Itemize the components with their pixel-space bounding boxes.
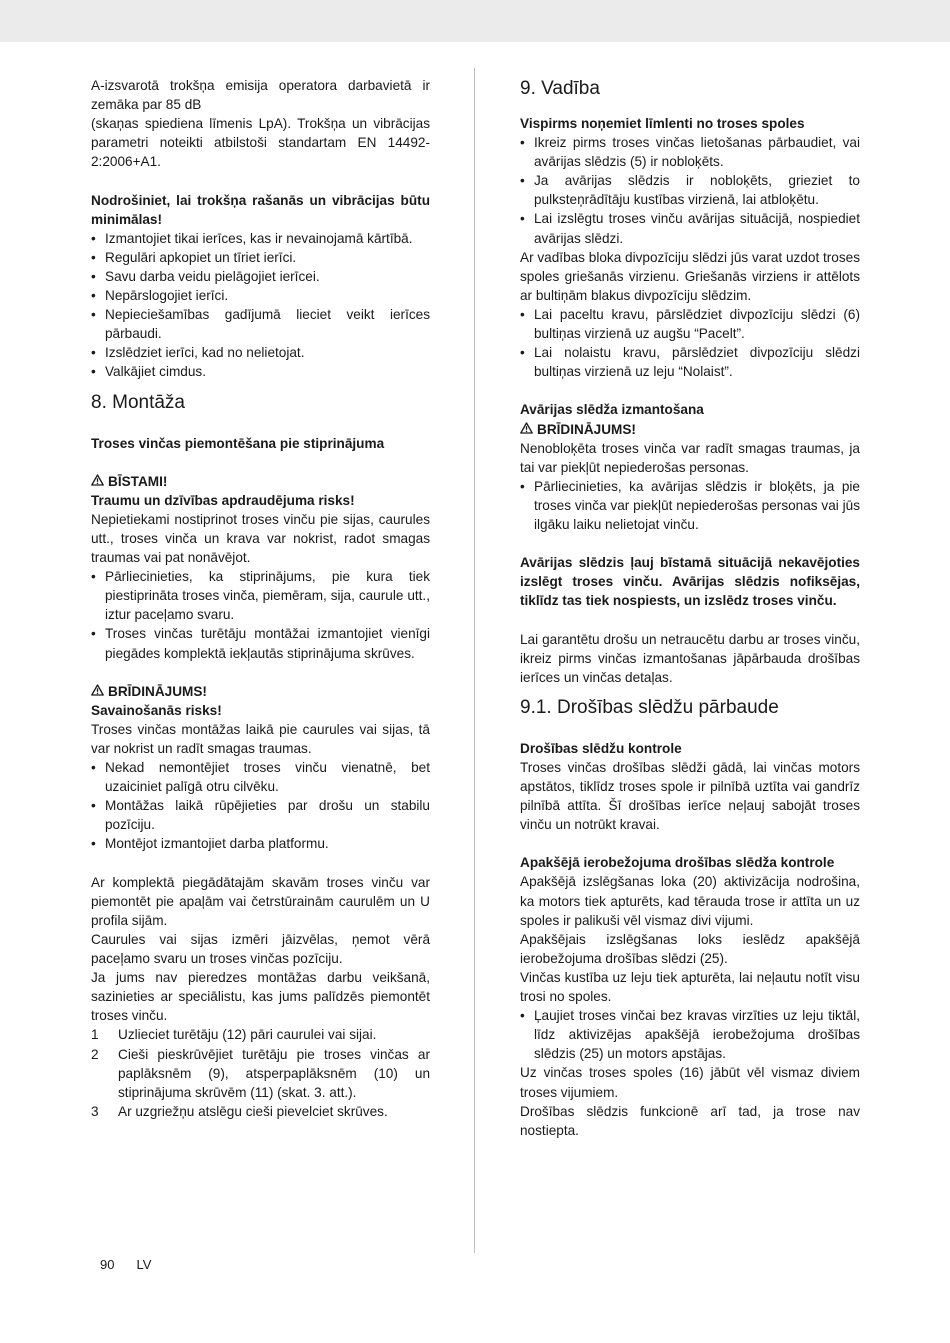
ensure-heading: Nodrošiniet, lai trokšņa rašanās un vibrācijas būtu minimālas! <box>91 192 430 227</box>
warning-subtitle: Savainošanās risks! <box>91 702 222 718</box>
lower-paragraph-1: Apakšējā izslēgšanas loka (20) aktivizācija nodrošina, ka motors tiek apturēts, kad tērauda trose ir attīta un uz spoles ir palikuši vēl vismaz divi vijumi. <box>520 874 860 928</box>
danger-list <box>91 567 430 662</box>
emergency-warning-line <box>520 420 860 439</box>
mount-subheading: Troses vinčas piemontēšana pie stiprinājuma <box>91 435 385 451</box>
warning-text: Troses vinčas montāžas laikā pie caurules vai sijas, tā var nokrist un radīt smagas traumas. <box>91 721 430 756</box>
list-item: • Troses vinčas turētāju montāžai izmantojiet vienīgi piegādes komplektā iekļautās stiprinājuma skrūves. <box>91 624 430 662</box>
emergency-text: Nenobloķēta troses vinča var radīt smagas traumas, ja tai var piekļūt nepiederošas personas. <box>520 440 860 475</box>
clamp-paragraph-1: Ar komplektā piegādātajām skavām troses vinču var piemontēt pie apaļām vai četrstūrainām caurulēm un U profila sijām. <box>91 874 430 928</box>
page-footer <box>100 1257 173 1272</box>
list-item: • Ja avārijas slēdzis ir nobloķēts, grieziet to pulksteņrādītāju kustības virzienā, lai atbloķētu. <box>520 171 860 209</box>
list-item: • Izmantojiet tikai ierīces, kas ir nevainojamā kārtībā. <box>91 229 430 248</box>
left-column <box>91 76 430 1121</box>
section-9-1-title: 9.1. Drošības slēdžu pārbaude <box>520 696 779 718</box>
lower-heading: Apakšējā ierobežojuma drošības slēdža kontrole <box>520 855 835 871</box>
step-item: 1 Uzlieciet turētāju (12) pāri caurulei vai sijai. <box>91 1027 377 1043</box>
control-text: Ar vadības bloka divpozīciju slēdzi jūs varat uzdot troses spoles griešanās virzienu. Griešanās virziens ir attēlots ar bultiņām blakus divpozīciju slēdzim. <box>520 249 861 303</box>
list-item: • Montāžas laikā rūpējieties par drošu un stabilu pozīciju. <box>91 796 430 834</box>
language-code: LV <box>136 1257 152 1272</box>
emergency-warning-label: BRĪDINĀJUMS! <box>537 421 636 437</box>
section-9-title: 9. Vadība <box>520 78 600 99</box>
step-item: 2 Cieši pieskrūvējiet turētāju pie troses vinčas ar paplāksnēm (9), atsperpaplāksnēm (10) un stiprinājuma skrūvēm (11) (skat. 3. att.). <box>91 1046 430 1100</box>
list-item: • Regulāri apkopiet un tīriet ierīci. <box>91 248 430 267</box>
safety-intro: Lai garantētu drošu un netraucētu darbu ar troses vinču, ikreiz pirms vinčas izmantošanas jāpārbauda drošības ierīces un vinčas detaļas. <box>520 631 860 685</box>
warning-label: BRĪDINĀJUMS! <box>108 683 207 699</box>
list-item: • Nepieciešamības gadījumā lieciet veikt ierīces pārbaudi. <box>91 305 430 343</box>
list-item: • Nekad nemontējiet troses vinču vienatnē, bet uzaiciniet palīgā otru cilvēku. <box>91 758 430 796</box>
danger-line <box>91 472 430 491</box>
list-item: • Montējot izmantojiet darba platformu. <box>91 834 430 853</box>
danger-label: BĪSTAMI! <box>108 473 168 489</box>
list-item: • Savu darba veidu pielāgojiet ierīcei. <box>91 267 430 286</box>
danger-text: Nepietiekami nostiprinot troses vinču pie sijas, caurules utt., troses vinča un krava var nokrist, radot smagas traumas vai pat nonāvējot. <box>91 511 430 566</box>
lower-paragraph-4: Uz vinčas troses spoles (16) jābūt vēl vismaz diviem troses vijumiem. <box>520 1065 860 1100</box>
list-item: • Valkājiet cimdus. <box>91 362 430 381</box>
list-item: • Ikreiz pirms troses vinčas lietošanas pārbaudiet, vai avārijas slēdzis (5) ir nobloķēts. <box>520 133 860 171</box>
remove-list <box>520 133 860 248</box>
warning-line <box>91 682 430 701</box>
warning-triangle-icon <box>520 420 533 439</box>
lower-paragraph-3: Vinčas kustība uz leju tiek apturēta, lai neļautu notīt visu trosi no spoles. <box>520 969 860 1005</box>
clamp-paragraph-3: Ja jums nav pieredzes montāžas darbu veikšanā, sazinieties ar speciālistu, kas jums palīdzēs piemontēt troses vinču. <box>91 970 430 1024</box>
list-item: • Ļaujiet troses vinčai bez kravas virzīties uz leju tiktāl, līdz aktivizējas apakšējā ierobežojuma drošības slēdzis (25) un motors apstājas. <box>520 1006 860 1063</box>
control-list <box>520 305 860 381</box>
list-item: • Lai nolaistu kravu, pārslēdziet divpozīciju slēdzi bultiņas virzienā uz leju “Nolaist”. <box>520 343 860 381</box>
column-divider <box>474 68 475 1253</box>
list-item: • Lai izslēgtu troses vinču avārijas situācijā, nospiediet avārijas slēdzi. <box>520 209 860 247</box>
switch-heading: Drošības slēdžu kontrole <box>520 740 682 756</box>
switch-text: Troses vinčas drošības slēdži gādā, lai vinčas motors apstātos, tiklīdz troses spole ir pilnībā uztīta vai gandrīz pilnībā attīta. Šī drošības ierīce neļauj sabojāt troses vinču un notrūkt kravai. <box>520 759 860 833</box>
noise-paragraph-2: (skaņas spiediena līmenis LpA). Trokšņa un vibrācijas parametri noteikti atbilstoši standartam EN 14492-2:2006+A1. <box>91 116 430 170</box>
list-item: • Pārliecinieties, ka stiprinājums, pie kura tiek piestiprināta troses vinča, piemēram, sija, caurule utt., iztur paceļamo svaru. <box>91 567 430 624</box>
viewer-top-bar <box>0 0 950 42</box>
list-item: • Pārliecinieties, ka avārijas slēdzis ir bloķēts, ja pie troses vinča var piekļūt nepiederošas personas vai jūs ilgāku laiku nelietojat vinču. <box>520 477 860 534</box>
page-number: 90 <box>100 1257 115 1272</box>
danger-subtitle: Traumu un dzīvības apdraudējuma risks! <box>91 492 355 508</box>
steps-list <box>91 1025 430 1120</box>
ensure-list <box>91 229 430 382</box>
remove-heading: Vispirms noņemiet līmlenti no troses spoles <box>520 116 805 131</box>
warning-triangle-icon <box>91 472 104 491</box>
lower-list <box>520 1006 860 1063</box>
emergency-list <box>520 477 860 534</box>
step-item: 3 Ar uzgriežņu atslēgu cieši pievelciet skrūves. <box>91 1103 388 1119</box>
lower-paragraph-5: Drošības slēdzis funkcionē arī tad, ja trose nav nostiepta. <box>520 1103 860 1138</box>
emergency-heading: Avārijas slēdža izmantošana <box>520 402 704 418</box>
list-item: • Nepārslogojiet ierīci. <box>91 286 430 305</box>
clamp-paragraph-2: Caurules vai sijas izmēri jāizvēlas, ņemot vērā paceļamo svaru un troses vinčas pozīciju. <box>91 931 430 967</box>
list-item: • Lai paceltu kravu, pārslēdziet divpozīciju slēdzi (6) bultiņas virzienā uz augšu “Pacelt”. <box>520 305 860 343</box>
emergency-bold-text: Avārijas slēdzis ļauj bīstamā situācijā nekavējoties izslēgt troses vinču. Avārijas slēdzis nofiksējas, tiklīdz tas tiek nospiests, un izslēdz troses vinču. <box>520 555 860 609</box>
section-8-title: 8. Montāža <box>91 391 185 413</box>
lower-paragraph-2: Apakšējais izslēgšanas loks ieslēdz apakšējā ierobežojuma drošības slēdzi (25). <box>520 931 860 966</box>
right-column <box>520 76 860 1140</box>
warning-list <box>91 758 430 853</box>
list-item: • Izslēdziet ierīci, kad no nelietojat. <box>91 343 430 362</box>
warning-triangle-icon <box>91 682 104 701</box>
noise-paragraph-1: A-izsvarotā trokšņa emisija operatora darbavietā ir zemāka par 85 dB <box>91 78 430 113</box>
